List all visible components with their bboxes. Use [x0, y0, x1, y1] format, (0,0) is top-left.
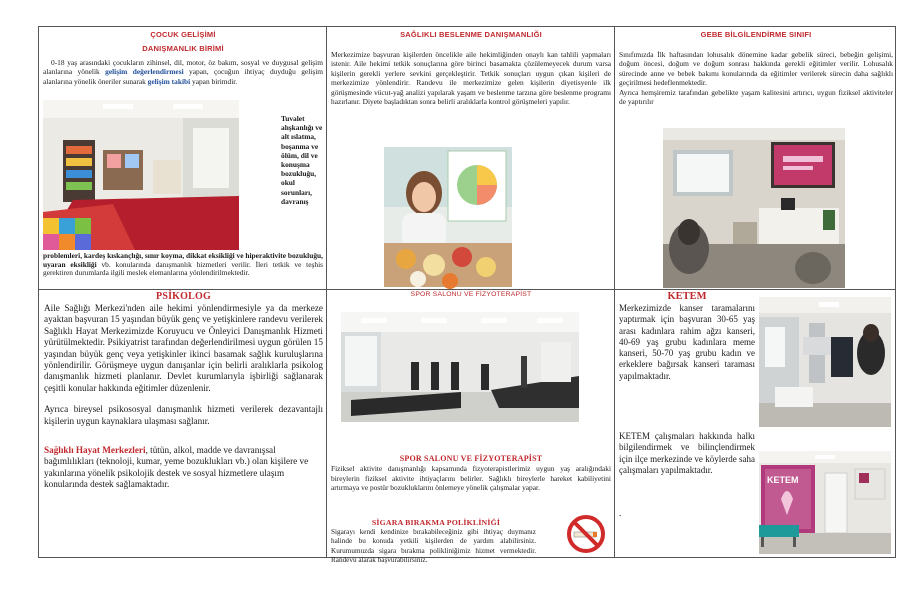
- gym-section: [331, 291, 611, 564]
- gym-top-title: SPOR SALONU VE FİZYOTERAPİST: [410, 291, 532, 298]
- child-development-section: [43, 30, 323, 288]
- topics-side-text: Tuvalet alışkanlığı ve alt ıslatma, boşanma ve ölüm, dil ve konuşma bozukluğu, okul sorunları, davranış: [281, 114, 323, 206]
- smoking-clinic-text: Sigarayı kendi kendinize bırakabileceğiniz gibi ihtiyaç duymanız halinde bu konuda yetkili kişilerden de yardım alabilirsiniz. Kurumumuzda sigara bırakma polikliniğimiz hizmet vermektedir. Randevu alarak başvurabilirsiniz.: [331, 528, 536, 564]
- pregnancy-class-photo: [663, 128, 845, 288]
- ketem-section: [619, 291, 893, 557]
- gym-photo: [341, 312, 579, 422]
- ketem-title: KETEM: [667, 291, 707, 302]
- smoking-clinic-title: SİGARA BIRAKMA POLİKLİNİĞİ: [371, 518, 501, 527]
- column-divider: [326, 27, 327, 557]
- column-divider: [614, 27, 615, 557]
- ketem-paragraph-1: Merkezimizde kanser taramalarını yaptırmak için başvuran 30-65 yaş arası kadınlara rahim ağzı kanseri, 40-69 yaş grubu kadınlara meme kanseri, 50-70 yaş grubu kadın ve erkeklere bağırsak kanseri taraması yapılmaktadır.: [619, 303, 755, 381]
- ketem-paragraph-2: KETEM çalışmaları hakkında halkı bilgilendirmek ve bilinçlendirmek için ilçe merkezinde ve köylerde saha çalışmaları yapılmaktadır.: [619, 431, 755, 475]
- brochure-grid: [38, 26, 896, 564]
- gym-text: Fiziksel aktivite danışmanlığı kapsamında fizyoterapistlerimiz uygun yaş aralığındaki bireylerin fiziksel aktivite ihtiyaçlarını belirler. Sağlıklı bireylerle hareket kabiliyetini artırmaya ve postür bozukluklarını önlemeye yönelik çalışmalar yapar.: [331, 464, 611, 492]
- nutrition-photo: [384, 147, 512, 287]
- child-development-title: ÇOCUK GELİŞİMİ: [150, 30, 216, 39]
- child-development-intro: 0-18 yaş arasındaki çocukların zihinsel, dil, motor, öz bakım, sosyal ve duygusal gelişim alanlarına yönelik gelişim değerlendirmesi yapan, çocuğun ihtiyaç duyduğu gelişim alanlarına yönelik öneriler sunarak gelişim takibi yapan birimdir.: [43, 58, 324, 86]
- psychologist-paragraph-1: Aile Sağlığı Merkezi'nden aile hekimi yönlendirmesiyle ya da merkeze ayaktan başvuran 15 yaşından büyük genç ve yetişkinlere randevu verilerek Sağlıklı Hayat Merkezimizde Koruyucu ve Önleyici Danışmanlık Hizmeti yürütülmektedir. Psikiyatrist tarafından değerlendirilmesi uygun görülen 15 yaşından büyük genç veya yetişkinler ikinci basamak sağlık kuruluşlarına yönlendirilir. Görüşmeye uygun danışanlar için belirli aralıklarla psikolog danışmanlık hizmeti planlanır. Devlet kurumlarıyla işbirliği sağlanarak çeşitli konular hakkında eğitimler düzenlenir.: [44, 303, 323, 393]
- pregnancy-class-section: [619, 30, 893, 288]
- psychologist-paragraph-2: Ayrıca bireysel psikososyal danışmanlık hizmeti verilerek dezavantajlı kişilerin uygun kaynaklara ulaşması sağlanır.: [44, 404, 323, 426]
- psychologist-title: PSİKOLOG: [156, 291, 211, 302]
- no-smoking-icon: [566, 514, 606, 554]
- counseling-unit-subtitle: DANIŞMANLIK BİRİMİ: [142, 44, 224, 53]
- nutrition-section: [331, 30, 611, 288]
- row-divider: [39, 289, 895, 290]
- ketem-wall-sign: KETEM: [767, 475, 799, 485]
- psychologist-section: [44, 291, 323, 557]
- screening-room-photo: [759, 297, 891, 427]
- pregnancy-class-title: GEBE BİLGİLENDİRME SINIFI: [700, 30, 812, 39]
- nutrition-text: Merkezimize başvuran kişilerden öncelikle aile hekimliğinden onaylı kan tahlili yapmaları istenir. Aile hekimi tetkik sonuçlarına göre birinci basamakta çözülemeyecek durum varsa kişilerin gerekli yerlere sevkini gerçekleştirir. Tetkik sonuçları uygun çıkan kişileri de merkezimize yönlendirir. Randevu ile merkezimize gelen kişilerin diyetisyenle ilk görüşmesinde vücut-yağ analizi yapılarak yaşam ve beslenme tarzına göre beslenme programı hazırlanır. Diyete başladıktan sonra belirli aralıklarla kontrol görüşmeleri yapılır.: [331, 50, 611, 107]
- ketem-paragraph-3: .: [619, 508, 622, 518]
- pregnancy-class-text-2: Ayrıca hemşiremiz tarafından gebelikte yaşam kalitesini artırıcı, uygun fiziksel aktiviteler de yaptırılır: [619, 87, 893, 107]
- psychologist-paragraph-3: Sağlıklı Hayat Merkezleri, tütün, alkol, madde ve davranışsal bağımlılıkları (teknoloji, kumar, yeme bozuklukları vb.) olan kişilere ve yakınlarına yönelik psikolojik destek ve sosyal hizmetlere ulaşım konularında destek sağlamaktadır.: [44, 445, 309, 490]
- child-development-bottom: problemleri, kardeş kıskançlığı, sınır koyma, dikkat eksikliği ve hiperaktivite bozukluğu, uyaran eksikliği vb. konularında danışmanlık hizmetleri verilir. İleri tetkik ve teşhis gerektiren durumlarda ilgili meslek elemanlarına yönlendirilmektedir.: [43, 251, 323, 278]
- nutrition-title: SAĞLIKLI BESLENME DANIŞMANLIĞI: [400, 30, 542, 39]
- gym-title: SPOR SALONU VE FİZYOTERAPİST: [399, 454, 543, 463]
- pregnancy-class-text: Sınıfımızda İlk haftasından lohusalık dönemine kadar gebelik süreci, bebeğin gelişimi, doğum öncesi, doğum ve doğum sonrası hakkında gerekli eğitimler verilir. Lohusalık sürecinde anne ve bebek bakımı konularında da eğitimler verilerek sürecin daha sağlıklı geçirilmesi hedeflenmektedir.: [619, 50, 893, 88]
- playroom-photo: [43, 100, 239, 250]
- ketem-corridor-photo: [759, 451, 891, 554]
